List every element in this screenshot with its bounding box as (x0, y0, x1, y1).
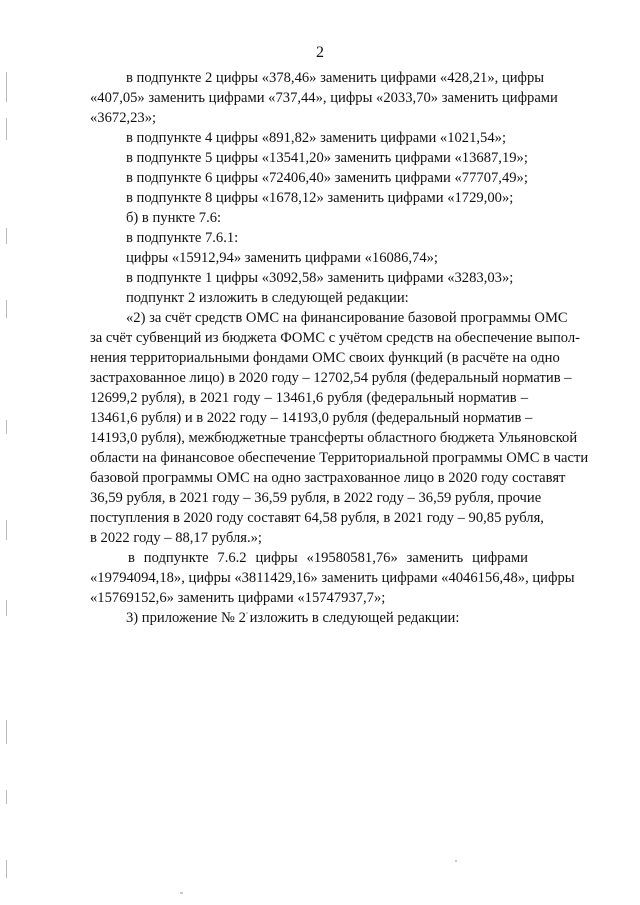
scan-speck (180, 892, 183, 894)
text-line: «407,05» заменить цифрами «737,44», цифры «2033,70» заменить цифрами (90, 90, 558, 106)
text-line: «3672,23»; (90, 110, 157, 126)
text-line: поступления в 2020 году составят 64,58 рубля, в 2021 году – 90,85 рубля, (90, 510, 544, 526)
text-line: «19794094,18», цифры «3811429,16» заменить цифрами «4046156,48», цифры (90, 570, 575, 586)
page-number: 2 (316, 44, 324, 61)
text-line: в подпункте 1 цифры «3092,58» заменить цифрами «3283,03»; (126, 270, 514, 286)
text-line: б) в пункте 7.6: (126, 210, 222, 226)
scan-edge-mark (6, 600, 7, 616)
scan-edge-mark (6, 420, 7, 434)
text-line: застрахованное лицо) в 2020 году – 12702,54 рубля (федеральный норматив – (90, 370, 572, 386)
text-line: подпункт 2 изложить в следующей редакции: (126, 290, 409, 306)
text-line: «2) за счёт средств ОМС на финансирование базовой программы ОМС (126, 310, 568, 326)
text-line: за счёт субвенций из бюджета ФОМС с учётом средств на обеспечение выпол- (90, 330, 581, 346)
scan-edge-mark (6, 790, 7, 804)
text-line: в подпункте 8 цифры «1678,12» заменить цифрами «1729,00»; (126, 190, 514, 206)
document-body (90, 68, 589, 628)
text-line: 3) приложение № 2 изложить в следующей редакции: (126, 610, 460, 626)
text-line: 12699,2 рубля), в 2021 году – 13461,6 рубля (федеральный норматив – (90, 390, 528, 406)
scan-edge-mark (6, 300, 7, 318)
text-line: в подпункте 7.6.2 цифры «19580581,76» заменить цифрами (128, 550, 528, 566)
text-line: в подпункте 7.6.1: (126, 230, 239, 246)
text-line: «15769152,6» заменить цифрами «15747937,7»; (90, 590, 386, 606)
scan-edge-mark (6, 520, 7, 540)
scan-edge-mark (6, 228, 7, 244)
text-line: 13461,6 рубля) и в 2022 году – 14193,0 рубля (федеральный норматив – (90, 410, 533, 426)
text-line: цифры «15912,94» заменить цифрами «16086,74»; (126, 250, 438, 266)
text-line: в 2022 году – 88,17 рубля.»; (90, 530, 262, 546)
scan-edge-mark (6, 720, 7, 744)
text-line: в подпункте 2 цифры «378,46» заменить цифрами «428,21», цифры (126, 70, 545, 86)
scan-edge-mark (6, 860, 7, 878)
text-line: в подпункте 6 цифры «72406,40» заменить цифрами «77707,49»; (126, 170, 528, 186)
scan-edge-mark (6, 118, 7, 140)
text-line: 14193,0 рубля), межбюджетные трансферты областного бюджета Ульяновской (90, 430, 578, 446)
text-line: в подпункте 4 цифры «891,82» заменить цифрами «1021,54»; (126, 130, 506, 146)
text-line: области на финансовое обеспечение Территориальной программы ОМС в части (90, 450, 589, 466)
text-line: нения территориальными фондами ОМС своих функций (в расчёте на одно (90, 350, 560, 366)
text-line: базовой программы ОМС на одно застрахованное лицо в 2020 году составят (90, 470, 566, 486)
text-line: в подпункте 5 цифры «13541,20» заменить цифрами «13687,19»; (126, 150, 528, 166)
text-line: 36,59 рубля, в 2021 году – 36,59 рубля, в 2022 году – 36,59 рубля, прочие (90, 490, 542, 506)
scan-speck (455, 860, 457, 862)
scan-edge-mark (6, 72, 7, 102)
